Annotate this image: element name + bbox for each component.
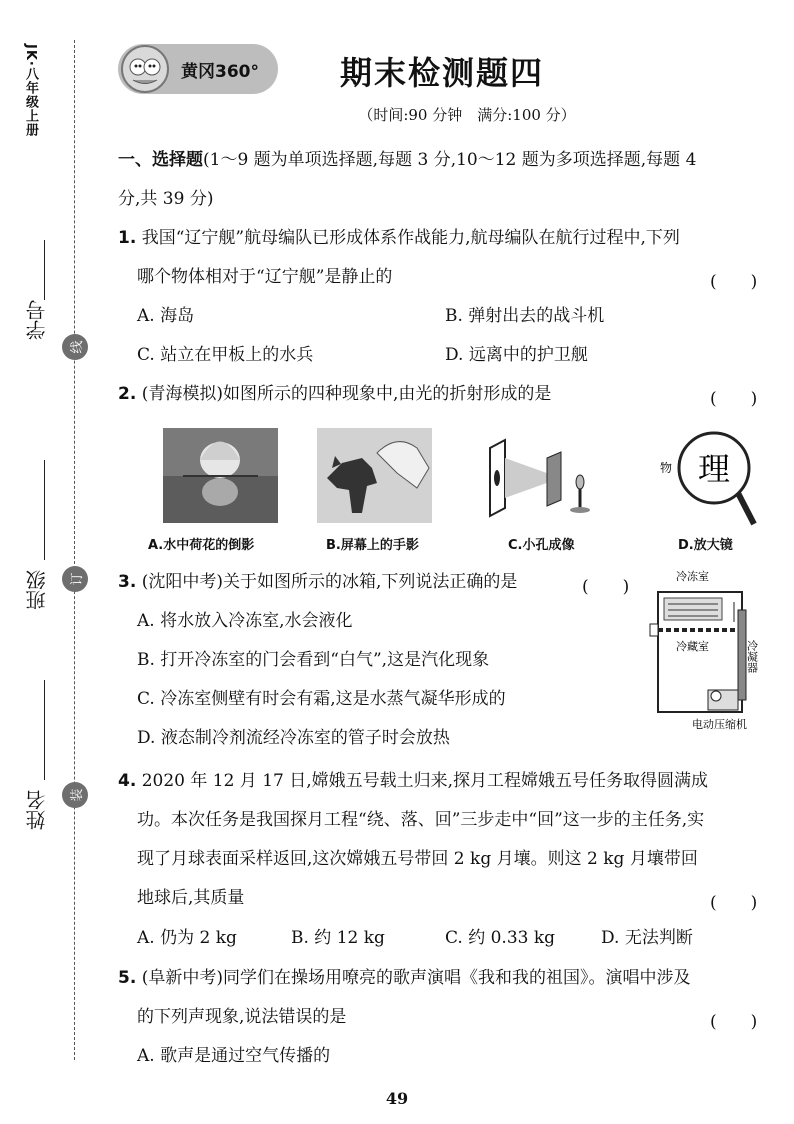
page-number: 49 xyxy=(385,1089,409,1108)
caption-b: B.屏幕上的手影 xyxy=(326,538,419,553)
page-title: 期末检测题四 xyxy=(339,54,544,92)
magnifier-side-glyph: 物 xyxy=(660,461,673,475)
section-heading: 一、选择题 xyxy=(118,150,203,170)
cut-mark-ding: 订 xyxy=(62,566,88,592)
q1-text1: 我国“辽宁舰”航母编队已形成体系作战能力,航母编队在航行过程中,下列 xyxy=(141,228,680,248)
q5-line1 xyxy=(118,968,690,988)
q4-option-b: B. 约 12 kg xyxy=(291,928,385,948)
q5-text2: 的下列声现象,说法错误的是 xyxy=(137,1007,347,1027)
q3-answer-paren: ( ) xyxy=(582,577,630,597)
q2-line1 xyxy=(118,384,551,404)
compressor-label: 电动压缩机 xyxy=(692,718,747,731)
cut-line xyxy=(74,40,75,1060)
q4-text3: 现了月球表面采样返回,这次嫦娥五号带回 2 kg 月壤。则这 2 kg 月壤带回 xyxy=(137,849,698,869)
name-label: 姓名 xyxy=(25,790,49,830)
q3-line1 xyxy=(118,572,517,592)
cut-mark-zhuang: 装 xyxy=(62,782,88,808)
q1-option-b: B. 弹射出去的战斗机 xyxy=(445,306,605,326)
q1-option-c: C. 站立在甲板上的水兵 xyxy=(137,345,314,365)
q4-number: 4. xyxy=(118,771,137,791)
class-line xyxy=(44,460,45,560)
magnifier-image xyxy=(650,428,760,528)
q3-text1: (沈阳中考)关于如图所示的冰箱,下列说法正确的是 xyxy=(141,572,518,592)
q5-answer-paren: ( ) xyxy=(710,1012,758,1032)
name-field xyxy=(14,790,54,920)
student-id-label: 学号 xyxy=(25,300,49,340)
name-line xyxy=(44,680,45,780)
q3-number: 3. xyxy=(118,572,137,592)
pinhole-imaging-image xyxy=(485,428,605,523)
q5-number: 5. xyxy=(118,968,137,988)
q2-answer-paren: ( ) xyxy=(710,389,758,409)
q3-option-a: A. 将水放入冷冻室,水会液化 xyxy=(137,611,353,631)
q3-option-d: D. 液态制冷剂流经冷冻室的管子时会放热 xyxy=(137,728,450,748)
class-field xyxy=(14,570,54,700)
q4-text1: 2020 年 12 月 17 日,嫦娥五号载土归来,探月工程嫦娥五号任务取得圆满成 xyxy=(141,771,709,791)
q4-option-d: D. 无法判断 xyxy=(601,928,693,948)
binding-rail xyxy=(0,0,100,1124)
section-desc-1: (1～9 题为单项选择题,每题 3 分,10～12 题为多项选择题,每题 4 xyxy=(203,150,697,170)
caption-c: C.小孔成像 xyxy=(508,538,575,553)
caption-d: D.放大镜 xyxy=(678,538,733,553)
section-desc-2: 分,共 39 分) xyxy=(118,189,214,209)
q5-option-a: A. 歌声是通过空气传播的 xyxy=(137,1046,331,1066)
badge-text: 黄冈360° xyxy=(181,61,259,82)
student-id-field xyxy=(14,300,54,430)
q4-answer-paren: ( ) xyxy=(710,893,758,913)
q4-option-a: A. 仍为 2 kg xyxy=(137,928,237,948)
q4-text4: 地球后,其质量 xyxy=(137,888,245,908)
q4-text2: 功。本次任务是我国探月工程“绕、落、回”三步走中“回”这一步的主任务,实 xyxy=(137,810,705,830)
q1-number: 1. xyxy=(118,228,137,248)
student-id-line xyxy=(44,240,45,300)
fridge-label: 冷藏室 xyxy=(676,640,709,653)
q2-text1: (青海模拟)如图所示的四种现象中,由光的折射形成的是 xyxy=(141,384,552,404)
lotus-reflection-image xyxy=(163,428,278,523)
fridge-diagram xyxy=(648,570,768,735)
q2-number: 2. xyxy=(118,384,137,404)
class-label: 班级 xyxy=(25,570,49,610)
q1-option-a: A. 海岛 xyxy=(137,306,195,326)
magnifier-glyph: 理 xyxy=(697,450,731,488)
section-heading-line xyxy=(118,150,696,170)
cut-mark-xian: 线 xyxy=(62,334,88,360)
q4-option-c: C. 约 0.33 kg xyxy=(445,928,556,948)
freezer-label: 冷冻室 xyxy=(676,570,709,583)
book-tag: JK·八年级上册 xyxy=(23,44,38,137)
q1-option-d: D. 远离中的护卫舰 xyxy=(445,345,588,365)
caption-a: A.水中荷花的倒影 xyxy=(148,538,255,553)
q1-answer-paren: ( ) xyxy=(710,272,758,292)
exam-info: （时间:90 分钟 满分:100 分） xyxy=(358,106,576,124)
q1-line1 xyxy=(118,228,680,248)
q3-option-c: C. 冷冻室侧壁有时会有霜,这是水蒸气凝华形成的 xyxy=(137,689,506,709)
q3-option-b: B. 打开冷冻室的门会看到“白气”,这是汽化现象 xyxy=(137,650,490,670)
q5-text1: (阜新中考)同学们在操场用嘹亮的歌声演唱《我和我的祖国》。演唱中涉及 xyxy=(141,968,691,988)
hand-shadow-image xyxy=(317,428,432,523)
condenser-label: 冷凝器 xyxy=(745,640,759,673)
q1-text2: 哪个物体相对于“辽宁舰”是静止的 xyxy=(137,267,393,287)
q4-line1 xyxy=(118,771,708,791)
